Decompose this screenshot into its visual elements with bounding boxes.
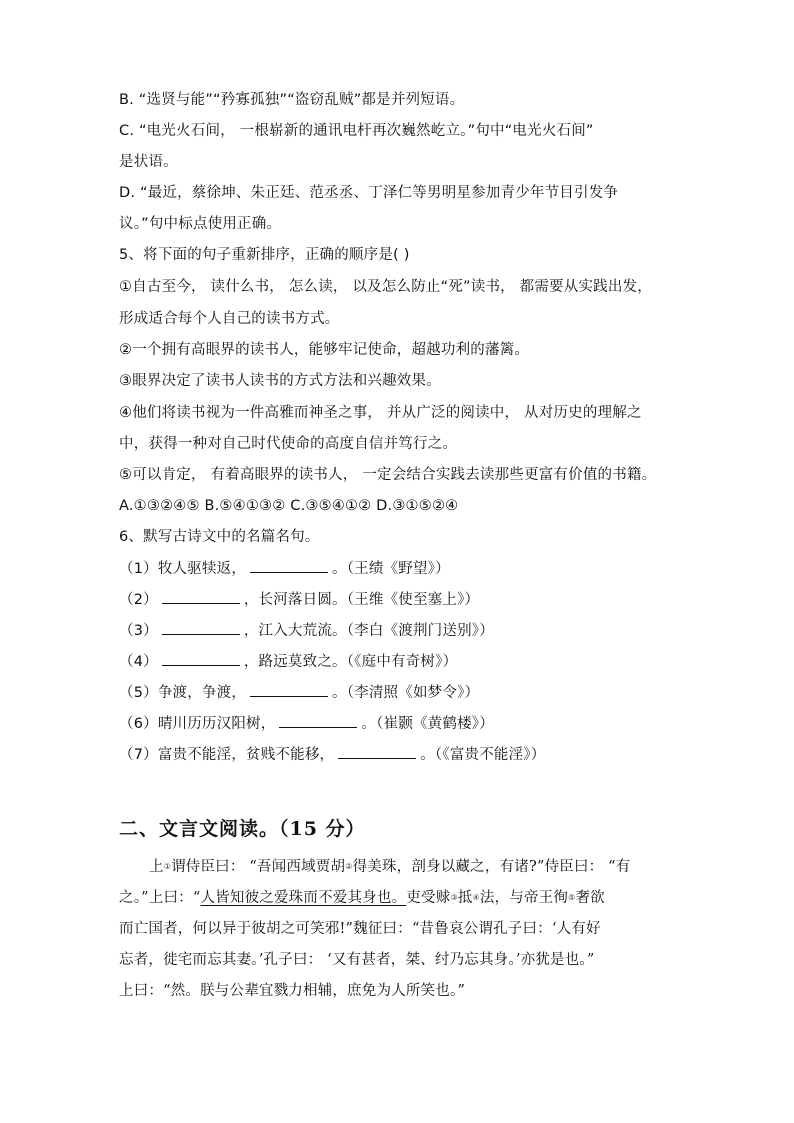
q5-sentence-4b: 中，获得一种对自己时代使命的高度自信并笃行之。 [119,436,458,452]
footnote-marker: ⑤ [568,893,576,902]
q5-stem: 5、将下面的句子重新排序，正确的顺序是( ) [119,247,410,263]
q5-sentence-2: ②一个拥有高眼界的读书人，能够牢记使命，超越功利的藩篱。 [119,342,530,358]
footnote-marker: ④ [472,893,480,902]
passage-text: 谓侍臣曰： “吾闻西域贾胡 [171,859,346,875]
q6-item [119,713,494,734]
q4-option-c-line2: 是状语。 [119,154,178,170]
passage-text: 抵 [457,890,473,906]
q6-item-prefix: （6）晴川历历汉阳树， [119,716,276,732]
underlined-sentence: 人皆知彼之爱珠而不爱其身也。 [200,890,407,906]
passage-text: 奢欲 [575,890,605,906]
answer-blank[interactable] [250,682,328,697]
footnote-marker: ③ [450,893,458,902]
q5-sentence-5: ⑤可以肯定， 有着高眼界的读书人， 一定会结合实践去读那些更富有价值的书籍。 [119,467,657,483]
passage-line-5: 上曰：“然。朕与公辈宜戮力相辅，庶免为人所笑也。” [119,983,466,999]
q6-item-prefix: （2） [119,592,158,608]
q6-item-prefix: （4） [119,654,158,670]
passage-text: 法，与帝王徇 [479,890,569,906]
q6-item-suffix: ，长河落日圆。（王维《使至塞上》） [243,592,480,608]
passage-text: 之。”上曰：“ [119,890,201,906]
passage-line-2 [119,888,605,908]
answer-blank[interactable] [279,713,357,728]
passage-text: 上 [149,859,164,875]
footnote-marker: ② [345,862,353,871]
q5-sentence-3: ③眼界决定了读书人读书的方式方法和兴趣效果。 [119,373,441,389]
q6-item [119,620,494,641]
q6-item [119,682,479,703]
q4-option-c-line1: C. “电光火石间， 一根崭新的通讯电杆再次巍然屹立。”句中“电光火石间” [119,123,594,139]
q6-item-prefix: （3） [119,623,158,639]
passage-line-4: 忘者，徙宅而忘其妻。’孔子曰： ‘又有甚者，桀、纣乃忘其身。’亦犹是也。” [119,952,595,968]
q6-item-prefix: （7）富贵不能淫，贫贱不能移， [119,747,335,763]
q5-sentence-1a: ①自古至今， 读什么书， 怎么读， 以及怎么防止“死”读书， 都需要从实践出发， [119,279,652,295]
passage-text: 得美珠，剖身以藏之，有诸?”侍臣曰： “有 [352,859,631,875]
q6-item-suffix: 。（李清照《如梦令》） [332,685,480,701]
q6-item-suffix: 。（王绩《野望》） [332,561,450,577]
q6-item [119,589,479,610]
answer-blank[interactable] [162,651,240,666]
answer-blank[interactable] [162,589,240,604]
q5-sentence-4a: ④他们将读书视为一件高雅而神圣之事， 并从广泛的阅读中， 从对历史的理解之 [119,405,642,421]
section-title: 二、文言文阅读。（15 分） [119,818,366,840]
passage-text: 吏受赇 [406,890,451,906]
passage-line-1 [149,857,631,877]
q6-item-suffix: 。（《富贵不能淫》） [420,747,546,763]
q6-item-suffix: ，江入大荒流。（李白《渡荆门送别》） [243,623,494,639]
q6-stem: 6、默写古诗文中的名篇名句。 [119,529,320,545]
q5-sentence-1b: 形成适合每个人自己的读书方式。 [119,311,340,327]
q6-item-suffix: 。（崔颢《黄鹤楼》） [361,716,494,732]
q6-item [119,558,450,579]
answer-blank[interactable] [250,558,328,573]
answer-blank[interactable] [162,620,240,635]
footnote-marker: ① [163,862,172,871]
q6-item-prefix: （1）牧人驱犊返， [119,561,247,577]
q6-item [119,744,545,765]
answer-blank[interactable] [338,744,416,759]
q4-option-d-line2: 议。”句中标点使用正确。 [119,216,282,232]
q6-item-prefix: （5）争渡，争渡， [119,685,247,701]
q5-answer-options: A.①③②④⑤ B.⑤④①③② C.③⑤④①② D.③①⑤②④ [119,498,459,514]
passage-line-3: 而亡国者，何以异于彼胡之可笑邪!”魏征曰：“昔鲁哀公谓孔子曰：‘人有好 [119,921,601,937]
q4-option-d-line1: D. “最近，蔡徐坤、朱正廷、范丞丞、丁泽仁等男明星参加青少年节目引发争 [119,185,619,201]
q4-option-b: B. “选贤与能”“矜寡孤独”“盗窃乱贼”都是并列短语。 [119,92,465,108]
q6-item [119,651,457,672]
q6-item-suffix: ，路远莫致之。（《庭中有奇树》） [243,654,458,670]
